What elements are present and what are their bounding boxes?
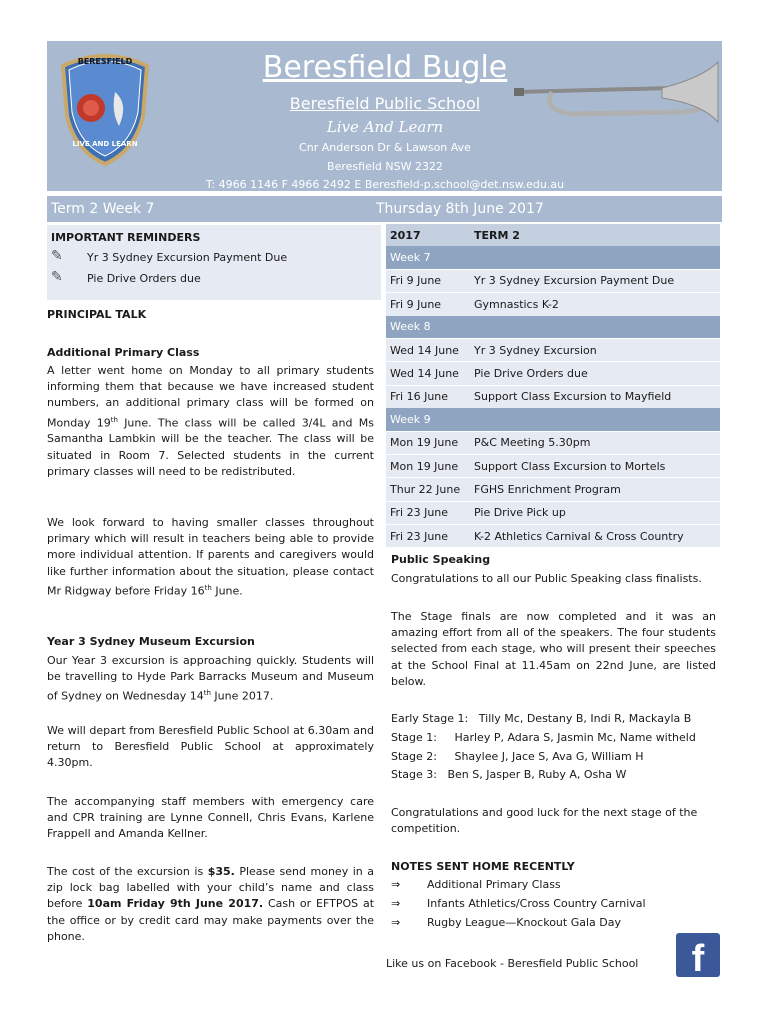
article-body — [47, 794, 374, 843]
article-body — [47, 723, 374, 772]
arrow-bullet-icon: ⇒ — [391, 878, 401, 891]
issue-date: Thursday 8th June 2017 — [376, 201, 544, 217]
event-cell: Support Class Excursion to Mayfield — [470, 385, 720, 408]
reminders-heading: IMPORTANT REMINDERS — [51, 231, 201, 244]
svg-text:BERESFIELD: BERESFIELD — [77, 57, 133, 66]
date-cell: Thur 22 June — [386, 478, 470, 501]
date-cell: Fri 23 June — [386, 501, 470, 524]
note-item: Infants Athletics/Cross Country Carnival — [427, 897, 646, 910]
event-cell: Gymnastics K-2 — [470, 293, 720, 316]
paragraph: The accompanying staff members with emergency care and CPR training are Lynne Connell, Chris Evans, Karlene Frappell and Amanda Kellner. — [47, 795, 374, 841]
paragraph: Congratulations and good luck for the next stage of the competition. — [391, 806, 698, 836]
article-body — [391, 609, 716, 690]
event-cell: FGHS Enrichment Program — [470, 478, 720, 501]
term-calendar-table — [386, 224, 720, 547]
event-cell: Pie Drive Orders due — [470, 362, 720, 385]
event-cell — [470, 316, 720, 339]
notes-heading: NOTES SENT HOME RECENTLY — [391, 860, 575, 873]
reminder-item: Yr 3 Sydney Excursion Payment Due — [87, 251, 288, 264]
paragraph: We will depart from Beresfield Public School at 6.30am and return to Beresfield Public School at approximately 4.30pm. — [47, 724, 374, 770]
table-row — [386, 269, 720, 292]
article-body — [47, 363, 374, 480]
principal-talk-heading: PRINCIPAL TALK — [47, 308, 147, 321]
table-row — [386, 338, 720, 361]
article-body — [47, 864, 374, 945]
facebook-icon[interactable]: f — [676, 933, 720, 977]
week-row — [386, 246, 720, 269]
school-motto: Live And Learn — [326, 118, 444, 136]
column-header: TERM 2 — [470, 224, 720, 246]
paragraph: The Stage finals are now completed and it was an amazing effort from all of the speakers. The four students selected from each stage, who will present their speeches at the School Final at 11.45am on 22nd June, are listed below. — [391, 610, 716, 688]
week-row — [386, 316, 720, 339]
date-cell: Week 7 — [386, 246, 470, 269]
paragraph: The cost of the excursion is $35. Please send money in a zip lock bag labelled with your child’s name and class before 10am Friday 9th June 2017. Cash or EFTPOS at the office or by credit card may make payments over the phone. — [47, 865, 375, 943]
date-cell: Week 9 — [386, 408, 470, 431]
svg-text:LIVE AND LEARN: LIVE AND LEARN — [72, 140, 138, 148]
pen-icon: ✎ — [51, 269, 63, 285]
table-row — [386, 431, 720, 454]
event-cell: Pie Drive Pick up — [470, 501, 720, 524]
table-header-row — [386, 224, 720, 246]
column-header: 2017 — [386, 224, 470, 246]
reminder-item: Pie Drive Orders due — [87, 272, 201, 285]
article-body — [391, 805, 716, 837]
article-subheading: Year 3 Sydney Museum Excursion — [47, 635, 255, 648]
date-cell: Fri 9 June — [386, 293, 470, 316]
event-cell: Yr 3 Sydney Excursion Payment Due — [470, 269, 720, 292]
date-cell: Wed 14 June — [386, 362, 470, 385]
date-cell: Fri 23 June — [386, 525, 470, 548]
paragraph: Our Year 3 excursion is approaching quickly. Students will be travelling to Hyde Park Barracks Museum and Museum of Sydney on Wednesday 14th June 2017. — [47, 654, 374, 704]
week-row — [386, 408, 720, 431]
arrow-bullet-icon: ⇒ — [391, 897, 401, 910]
paragraph: We look forward to having smaller classes throughout primary which will result in teachers being able to provide more individual attention. If parents and caregivers would like further information about the situation, please contact Mr Ridgway before Friday 16th June. — [47, 516, 374, 598]
pen-icon: ✎ — [51, 248, 63, 264]
school-name: Beresfield Public School — [289, 94, 481, 113]
term-bar — [47, 196, 722, 222]
article-body — [47, 653, 374, 705]
note-item: Rugby League—Knockout Gala Day — [427, 916, 621, 929]
paragraph: Congratulations to all our Public Speaking class finalists. — [391, 572, 702, 585]
date-cell: Week 8 — [386, 316, 470, 339]
stage-finalists: Early Stage 1: Tilly Mc, Destany B, Indi R, Mackayla B — [391, 712, 692, 725]
table-row — [386, 454, 720, 477]
table-row — [386, 501, 720, 524]
table-row — [386, 362, 720, 385]
contact-line: T: 4966 1146 F 4966 2492 E Beresfield-p.school@det.nsw.edu.au — [205, 178, 565, 191]
event-cell: Support Class Excursion to Mortels — [470, 454, 720, 477]
date-cell: Mon 19 June — [386, 431, 470, 454]
newsletter-title: Beresfield Bugle — [262, 50, 508, 85]
term-week-label: Term 2 Week 7 — [51, 201, 155, 217]
article-body — [47, 515, 374, 600]
event-cell: K-2 Athletics Carnival & Cross Country — [470, 525, 720, 548]
table-row — [386, 525, 720, 548]
table-row — [386, 293, 720, 316]
stage-finalists: Stage 2: Shaylee J, Jace S, Ava G, William H — [391, 750, 644, 763]
table-row — [386, 478, 720, 501]
paragraph: A letter went home on Monday to all primary students informing them that because we have increased student numbers, an additional primary class will be formed on Monday 19th June. The class will be called 3/4L and Ms Samantha Lambkin will be the teacher. The class will be situated in Room 7. Selected students in the current primary classes will need to be redistributed. — [47, 364, 375, 478]
facebook-caption: Like us on Facebook - Beresfield Public School — [386, 957, 639, 970]
event-cell: Yr 3 Sydney Excursion — [470, 338, 720, 361]
date-cell: Wed 14 June — [386, 338, 470, 361]
stage-finalists: Stage 1: Harley P, Adara S, Jasmin Mc, Name witheld — [391, 731, 696, 744]
address-line-2: Beresfield NSW 2322 — [327, 160, 443, 173]
stage-finalists: Stage 3: Ben S, Jasper B, Ruby A, Osha W — [391, 768, 627, 781]
event-cell: P&C Meeting 5.30pm — [470, 431, 720, 454]
table-row — [386, 385, 720, 408]
arrow-bullet-icon: ⇒ — [391, 916, 401, 929]
address-line-1: Cnr Anderson Dr & Lawson Ave — [299, 141, 471, 154]
event-cell — [470, 408, 720, 431]
date-cell: Mon 19 June — [386, 454, 470, 477]
date-cell: Fri 9 June — [386, 269, 470, 292]
date-cell: Fri 16 June — [386, 385, 470, 408]
public-speaking-heading: Public Speaking — [391, 553, 491, 566]
article-subheading: Additional Primary Class — [47, 346, 200, 359]
event-cell — [470, 246, 720, 269]
note-item: Additional Primary Class — [427, 878, 561, 891]
